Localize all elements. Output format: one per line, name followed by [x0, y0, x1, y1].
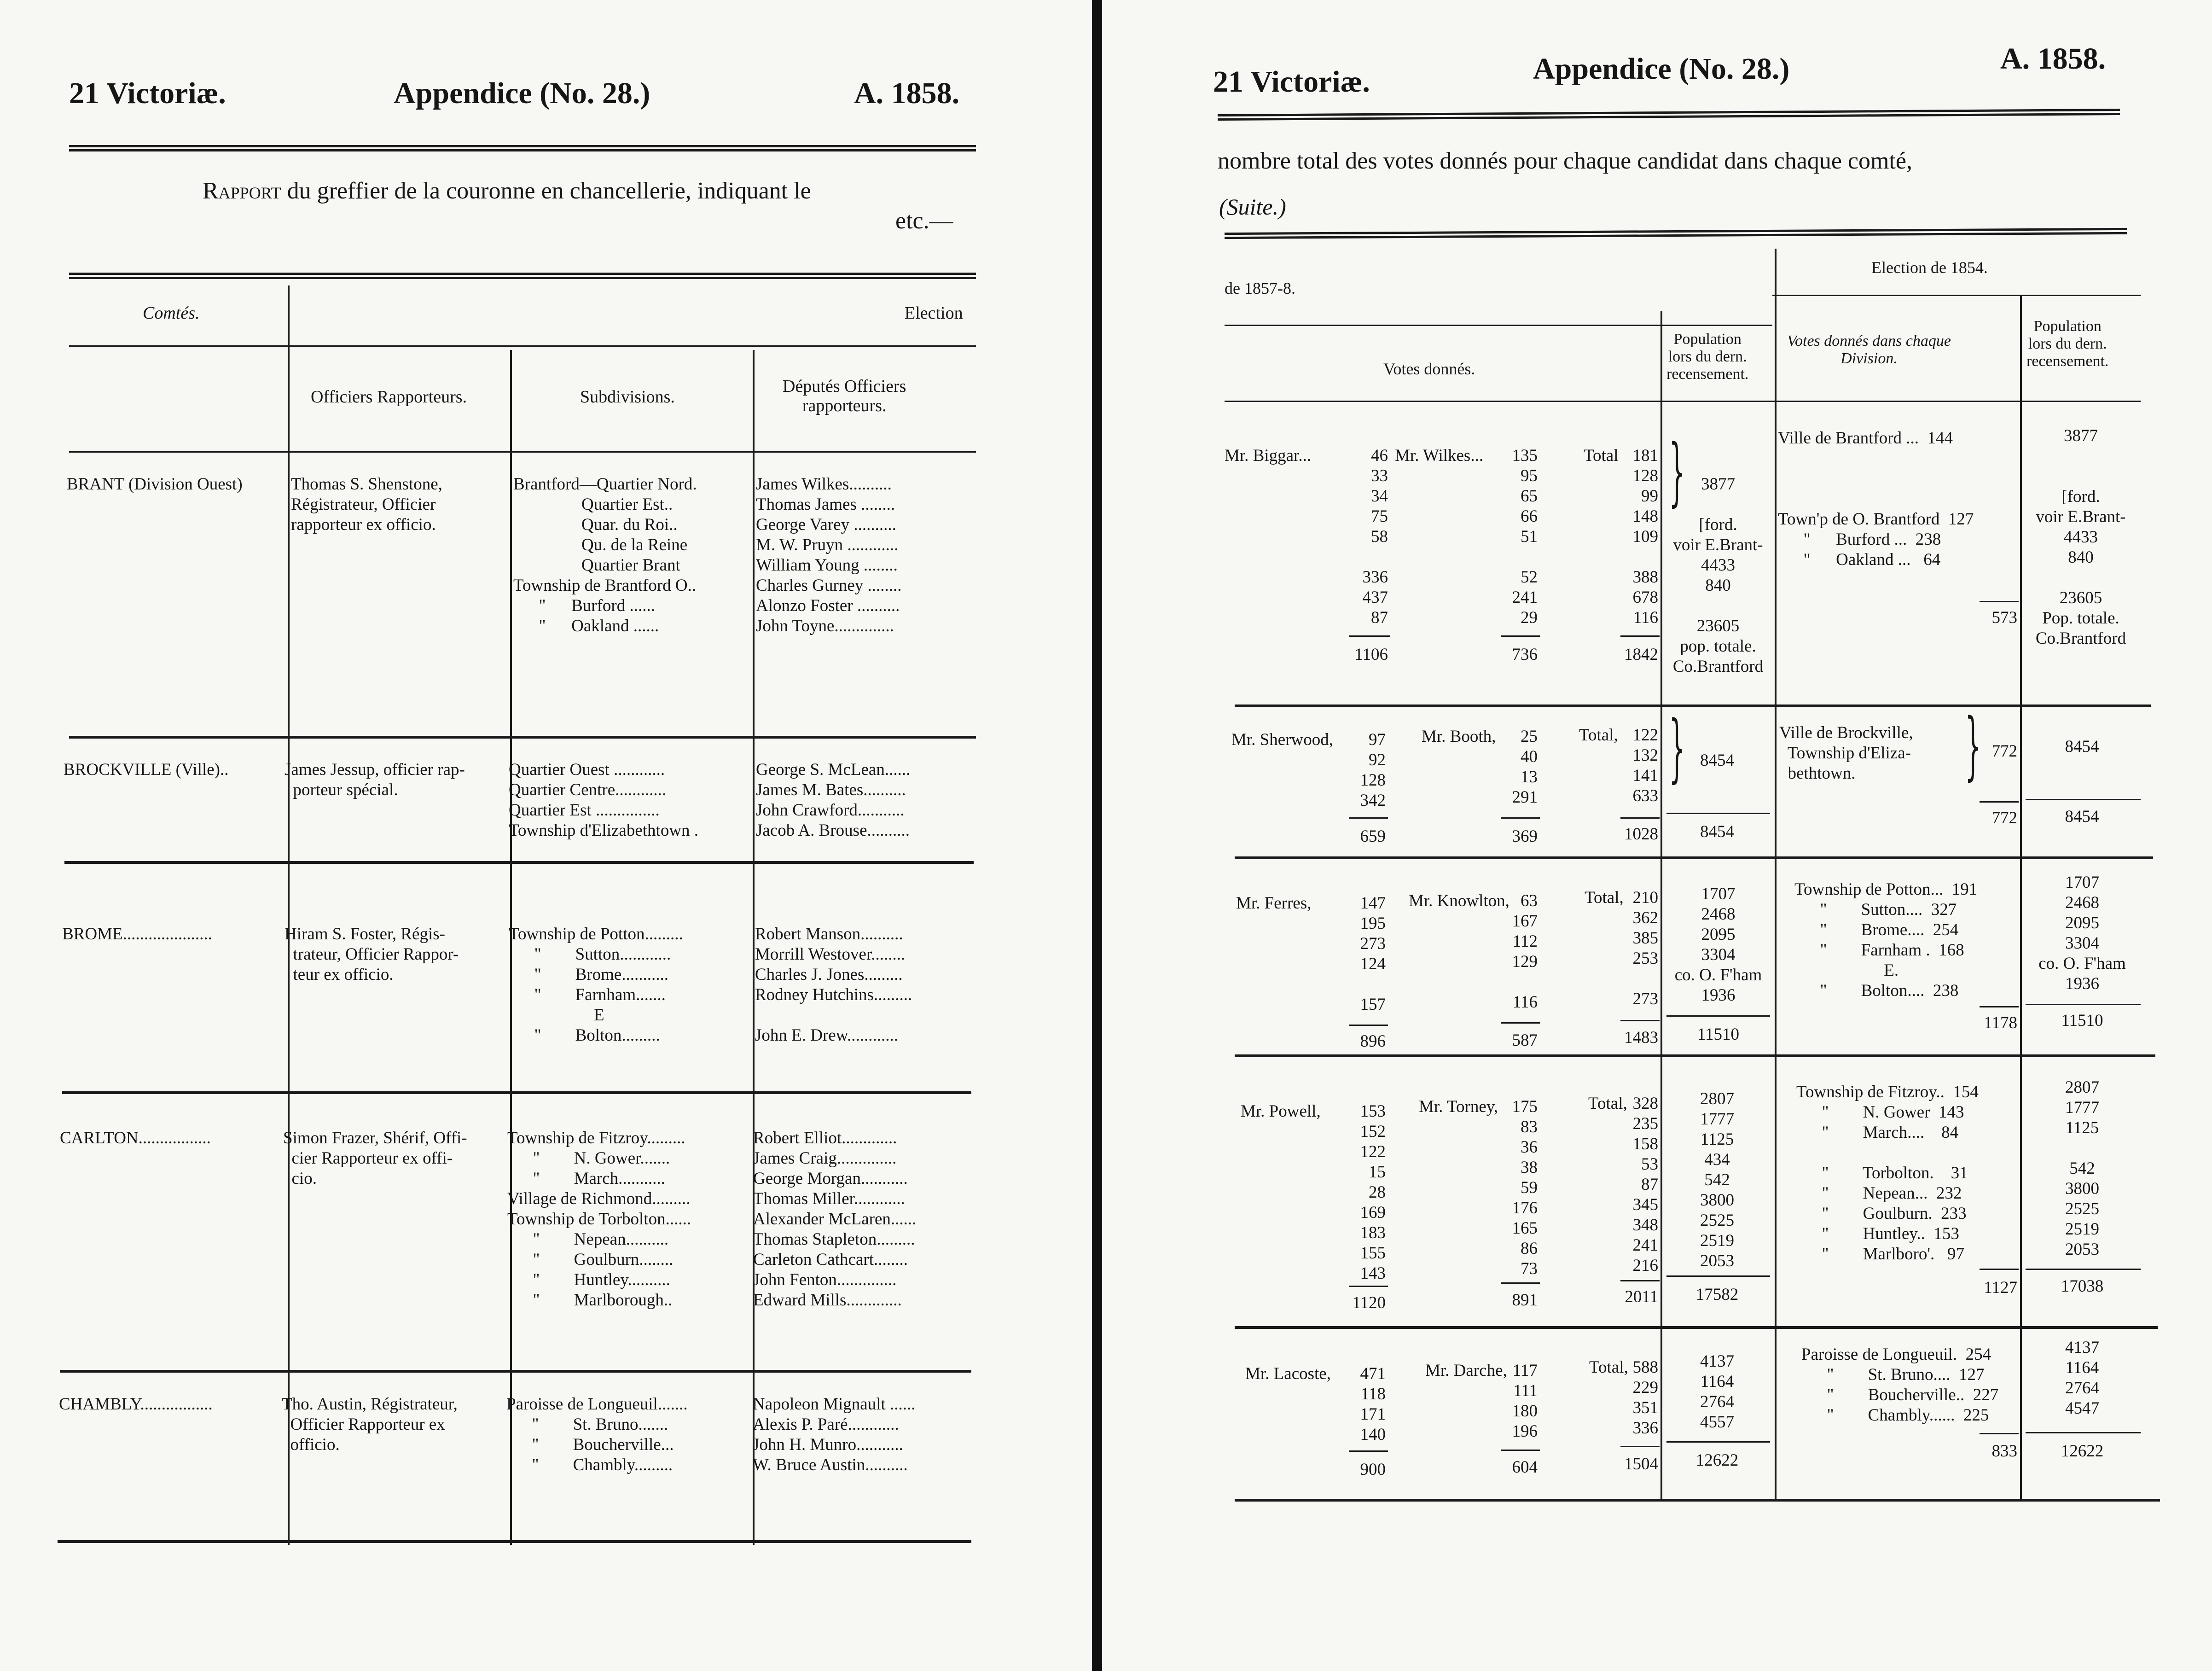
sum-rule [2026, 1269, 2141, 1270]
div-total-brockville: 772 [1991, 809, 2017, 827]
pop-brome: 1707 2468 2095 3304 co. O. F'ham 1936 [1674, 885, 1762, 1005]
total-votes-brome: 210 362 385 253 273 [1632, 888, 1658, 1008]
sum-rule [1349, 1450, 1388, 1452]
sum-rule [1980, 1269, 2019, 1270]
div-brockville: Ville de Brockville, Township d'Eliza- bethtown. [1779, 723, 1913, 783]
cand2-wilkes: Mr. Wilkes... [1395, 446, 1484, 465]
rule-block-3 [1235, 1326, 2158, 1329]
c1-total-sherwood: 659 [1360, 827, 1386, 846]
vline-pop2 [2020, 295, 2022, 1499]
subdiv-brome: Township de Potton......... " Sutton............ " Brome........... " Farnham....... E " Bolton......... [509, 925, 683, 1045]
sum-rule [2026, 1004, 2141, 1005]
pop-total-carlton: 17582 [1695, 1285, 1739, 1304]
deputes-brome: Robert Manson.......... Morrill Westover........ Charles J. Jones......... Rodney Hutchins......... John E. Drew............ [755, 925, 912, 1045]
total-votes-brant: 181 128 99 148 109 388 678 116 [1632, 446, 1658, 627]
rule-a [69, 345, 976, 347]
sum-rule [1980, 1433, 2019, 1434]
col-comtes: Comtés. [143, 303, 200, 323]
rule-bottom-right [1235, 1499, 2160, 1502]
total-sum-brant: 1842 [1624, 645, 1658, 664]
header-left: 21 Victoriæ. [69, 76, 226, 110]
pop-brant: 3877 [ford. voir E.Brant- 4433 840 23605 pop. totale. Co.Brantford [1672, 475, 1764, 676]
c1-votes-biggar: 46 33 34 75 58 336 437 87 [1362, 446, 1388, 627]
sum-rule [1501, 635, 1540, 637]
header-center: Appendice (No. 28.) [1533, 52, 1790, 86]
pop-chambly: 4137 1164 2764 4557 [1700, 1352, 1734, 1432]
deputes-brant: James Wilkes.......... Thomas James ........ George Varey .......... M. W. Pruyn ............ William Young ........ Charles Gurney ........ Alonzo Foster .......... John Toyne.............. [756, 475, 902, 635]
c2-total-booth: 369 [1512, 827, 1538, 846]
col-election: Election [905, 303, 963, 323]
div-total-carlton: 1127 [1984, 1278, 2017, 1297]
total-label-brockville: Total, [1579, 726, 1618, 745]
total-votes-brockville: 122 132 141 633 [1632, 726, 1658, 805]
div-carlton: Township de Fitzroy.. 154 " N. Gower 143 " March.... 84 " Torbolton. 31 " Nepean... 232 " Goulburn. 233 " Huntley.. 153 " Marlboro'. 97 [1796, 1083, 1979, 1263]
cand1-powell: Mr. Powell, [1241, 1102, 1321, 1121]
cand1-sherwood: Mr. Sherwood, [1231, 730, 1333, 749]
total-sum-carlton: 2011 [1625, 1287, 1658, 1306]
pop-total-brockville: 8454 [1700, 822, 1734, 841]
pop-total-chambly: 12622 [1695, 1451, 1739, 1470]
total-label-brant: Total [1584, 446, 1619, 465]
right-page [1114, 0, 2212, 1671]
col-votes-division: Votes donnés dans chaque Division. [1787, 332, 1951, 367]
total-label-brome: Total, [1585, 888, 1624, 907]
sum-rule [1620, 1020, 1660, 1021]
sum-rule [1501, 1450, 1540, 1451]
officer-carlton: Simon Frazer, Shérif, Offi- cier Rapporteur ex offi- cio. [283, 1129, 467, 1188]
rule-block-2 [1235, 1054, 2155, 1057]
total-sum-chambly: 1504 [1624, 1455, 1658, 1473]
div-num-brockville: 772 [1991, 742, 2017, 761]
c1-total-ferres: 896 [1360, 1032, 1386, 1051]
total-sum-brockville: 1028 [1624, 825, 1658, 844]
col-population: Population lors du dern. recensement. [1666, 331, 1749, 383]
intro-line-1 [203, 177, 811, 204]
c2-votes-wilkes: 135 95 65 66 51 52 241 29 [1512, 446, 1538, 627]
subdiv-carlton: Township de Fitzroy......... " N. Gower....... " March........... Village de Richmond......... Township de Torbolton...... " Nepean.......... " Goulburn........ " Huntley.......... " Marlborough.. [507, 1129, 691, 1310]
sum-rule [1620, 1446, 1660, 1447]
officer-brockville: James Jessup, officier rap- porteur spécial. [284, 760, 465, 799]
cand1-ferres: Mr. Ferres, [1236, 894, 1312, 913]
pop2-chambly: 4137 1164 2764 4547 [2065, 1338, 2099, 1418]
vline-1 [288, 285, 290, 1545]
intro-line-1: nombre total des votes donnés pour chaque candidat dans chaque comté, [1218, 148, 1912, 174]
c1-votes-lacoste: 471 118 171 140 [1360, 1364, 1386, 1444]
county-brant: BRANT (Division Ouest) [67, 475, 243, 494]
sum-rule [1620, 817, 1660, 819]
sum-rule [2026, 1432, 2141, 1433]
total-votes-carlton: 328 235 158 53 87 345 348 241 216 [1632, 1094, 1658, 1275]
cand1-lacoste: Mr. Lacoste, [1245, 1364, 1331, 1383]
c2-total-knowlton: 587 [1512, 1031, 1538, 1050]
deputes-brockville: George S. McLean...... James M. Bates.......... John Crawford........... Jacob A. Brouse.......... [756, 760, 911, 840]
sum-rule [1980, 801, 2019, 803]
rule-header-bottom [1225, 401, 2141, 402]
cand2-darche: Mr. Darche, [1425, 1361, 1507, 1380]
pop2-total-carlton: 17038 [2061, 1277, 2104, 1296]
c2-votes-knowlton: 63 167 112 129 116 [1512, 891, 1538, 1012]
c1-total-powell: 1120 [1352, 1293, 1386, 1312]
header-rule [1218, 109, 2120, 121]
intro-rest: du greffier de la couronne en chancellerie, indiquant le [281, 178, 811, 204]
c2-votes-torney: 175 83 36 38 59 176 165 86 73 [1512, 1097, 1538, 1278]
rule-block-1 [1235, 856, 2153, 859]
county-brockville: BROCKVILLE (Ville).. [64, 760, 229, 779]
col-officiers: Officiers Rapporteurs. [311, 387, 467, 407]
header-center: Appendice (No. 28.) [394, 76, 650, 110]
c2-total-wilkes: 736 [1512, 645, 1538, 664]
pop2-brockville: 8454 [2065, 737, 2099, 756]
c2-total-torney: 891 [1512, 1291, 1538, 1310]
sum-rule [1349, 817, 1388, 819]
pop-carlton: 2807 1777 1125 434 542 3800 2525 2519 2053 [1700, 1089, 1734, 1270]
pop2-brome: 1707 2468 2095 3304 co. O. F'ham 1936 [2038, 873, 2126, 993]
pop-brockville: 8454 [1700, 751, 1734, 770]
sum-rule [1980, 1006, 2019, 1007]
total-label-chambly: Total, [1589, 1358, 1628, 1377]
header-right: A. 1858. [2000, 42, 2106, 76]
col-population-2: Population lors du dern. recensement. [2026, 318, 2109, 370]
subdiv-chambly: Paroisse de Longueuil....... " St. Bruno....... " Boucherville... " Chambly......... [506, 1395, 688, 1474]
total-label-carlton: Total, [1588, 1094, 1627, 1113]
rule-bottom-left [58, 1540, 971, 1543]
sum-rule [1501, 817, 1540, 819]
brace: } [1669, 428, 1685, 514]
intro-caps: Rapport [203, 178, 281, 204]
subdiv-brant: Brantford—Quartier Nord. Quartier Est.. Quar. du Roi.. Qu. de la Reine Quartier Brant Township de Brantford O.. " Burford ...... " Oakland ...... [513, 475, 697, 635]
sum-rule [1980, 601, 2019, 602]
col-election-1854: Election de 1854. [1871, 258, 1988, 277]
pop2-brant: 3877 [ford. voir E.Brant- 4433 840 23605 Pop. totale. Co.Brantford [2035, 426, 2126, 648]
county-carlton: CARLTON................. [60, 1129, 211, 1147]
sum-rule [1501, 1022, 1540, 1024]
div-total-brome: 1178 [1984, 1013, 2017, 1032]
pop2-total-brome: 11510 [2061, 1011, 2103, 1030]
total-votes-chambly: 588 229 351 336 [1632, 1358, 1658, 1438]
div-total-brant: 573 [1991, 608, 2017, 627]
c1-votes-ferres: 147 195 273 124 157 [1360, 894, 1386, 1014]
rule-brome [62, 1091, 971, 1094]
deputes-chambly: Napoleon Mignault ...... Alexis P. Paré............ John H. Munro........... W. Bruce Austin.......... [753, 1395, 916, 1474]
rule-block-0 [1235, 704, 2151, 707]
pop2-total-brockville: 8454 [2065, 807, 2099, 826]
cand1-biggar: Mr. Biggar... [1225, 446, 1312, 465]
sum-rule [2026, 799, 2141, 800]
sum-rule [1666, 813, 1770, 814]
total-sum-brome: 1483 [1624, 1028, 1658, 1047]
sum-rule [1666, 1441, 1770, 1443]
intro-line-2: (Suite.) [1219, 194, 1286, 220]
header-right: A. 1858. [854, 76, 960, 110]
cand2-knowlton: Mr. Knowlton, [1409, 891, 1510, 910]
div-brome: Township de Potton... 191 " Sutton.... 327 " Brome.... 254 " Farnham . 168 E. " Bolton.... 238 [1794, 880, 1978, 1000]
col-votes-donnes: Votes donnés. [1383, 360, 1475, 378]
c1-total-lacoste: 900 [1360, 1460, 1386, 1479]
vline-3 [753, 350, 755, 1545]
col-subdivisions: Subdivisions. [580, 387, 675, 407]
c2-votes-booth: 25 40 13 291 [1512, 727, 1538, 807]
div-total-chambly: 833 [1991, 1442, 2017, 1461]
c2-votes-darche: 117 111 180 196 [1512, 1361, 1538, 1441]
pop2-carlton: 2807 1777 1125 542 3800 2525 2519 2053 [2065, 1078, 2099, 1259]
rule-brockville [64, 861, 974, 864]
pop2-total-chambly: 12622 [2061, 1442, 2104, 1461]
rule-1854 [1772, 295, 2141, 296]
sum-rule [1349, 1286, 1388, 1287]
div-chambly: Paroisse de Longueuil. 254 " St. Bruno.... 127 " Boucherville.. 227 " Chambly...... 225 [1801, 1345, 1999, 1425]
sum-rule [1666, 1015, 1770, 1017]
c1-votes-powell: 153 152 122 15 28 169 183 155 143 [1360, 1102, 1386, 1283]
officer-brant: Thomas S. Shenstone, Régistrateur, Officier rapporteur ex officio. [291, 475, 442, 534]
pop-total-brome: 11510 [1697, 1025, 1740, 1044]
rule-carlton [60, 1370, 971, 1373]
brace: } [1669, 704, 1685, 791]
table-top-rule [69, 273, 976, 279]
rule-b [69, 451, 976, 453]
intro-line-2: etc.— [895, 208, 953, 234]
county-chambly: CHAMBLY................. [59, 1395, 213, 1414]
sum-rule [1620, 635, 1660, 637]
deputes-carlton: Robert Elliot............. James Craig.............. George Morgan........... Thomas Miller............ Alexander McLaren...... Thomas Stapleton......... Carleton Cathcart........ John Fenton.............. Edward Mills............. [753, 1129, 917, 1310]
rule-1857 [1225, 325, 1772, 326]
sum-rule [1349, 635, 1390, 637]
cand2-torney: Mr. Torney, [1419, 1097, 1498, 1116]
officer-chambly: Tho. Austin, Régistrateur, Officier Rapporteur ex officio. [282, 1395, 458, 1454]
cand2-booth: Mr. Booth, [1422, 727, 1496, 746]
c2-total-darche: 604 [1512, 1458, 1538, 1477]
vline-pop [1660, 311, 1662, 1499]
header-left: 21 Victoriæ. [1213, 65, 1370, 99]
col-deputes: Députés Officiers rapporteurs. [783, 377, 906, 415]
c1-votes-sherwood: 97 92 128 342 [1360, 730, 1386, 810]
sum-rule [1666, 1275, 1770, 1277]
county-brome: BROME..................... [62, 925, 212, 943]
div-brant: Ville de Brantford ... 144 Town'p de O. Brantford 127 " Burford ... 238 " Oakland ... 64 [1778, 429, 1974, 569]
header-rule [69, 145, 976, 151]
sum-rule [1501, 1282, 1540, 1284]
col-de-1857: de 1857-8. [1225, 279, 1295, 297]
table-top-rule [1225, 228, 2127, 239]
sum-rule [1349, 1025, 1388, 1026]
vline-1854 [1775, 249, 1777, 1499]
officer-brome: Hiram S. Foster, Régis- trateur, Officier Rappor- teur ex officio. [284, 925, 459, 984]
c1-total-biggar: 1106 [1354, 645, 1388, 664]
brace: } [1965, 702, 1981, 788]
subdiv-brockville: Quartier Ouest ............ Quartier Centre............ Quartier Est ............... Township d'Elizabethtown . [509, 760, 699, 840]
rule-brant [69, 736, 976, 739]
left-page [0, 0, 1096, 1671]
sum-rule [1620, 1280, 1660, 1281]
